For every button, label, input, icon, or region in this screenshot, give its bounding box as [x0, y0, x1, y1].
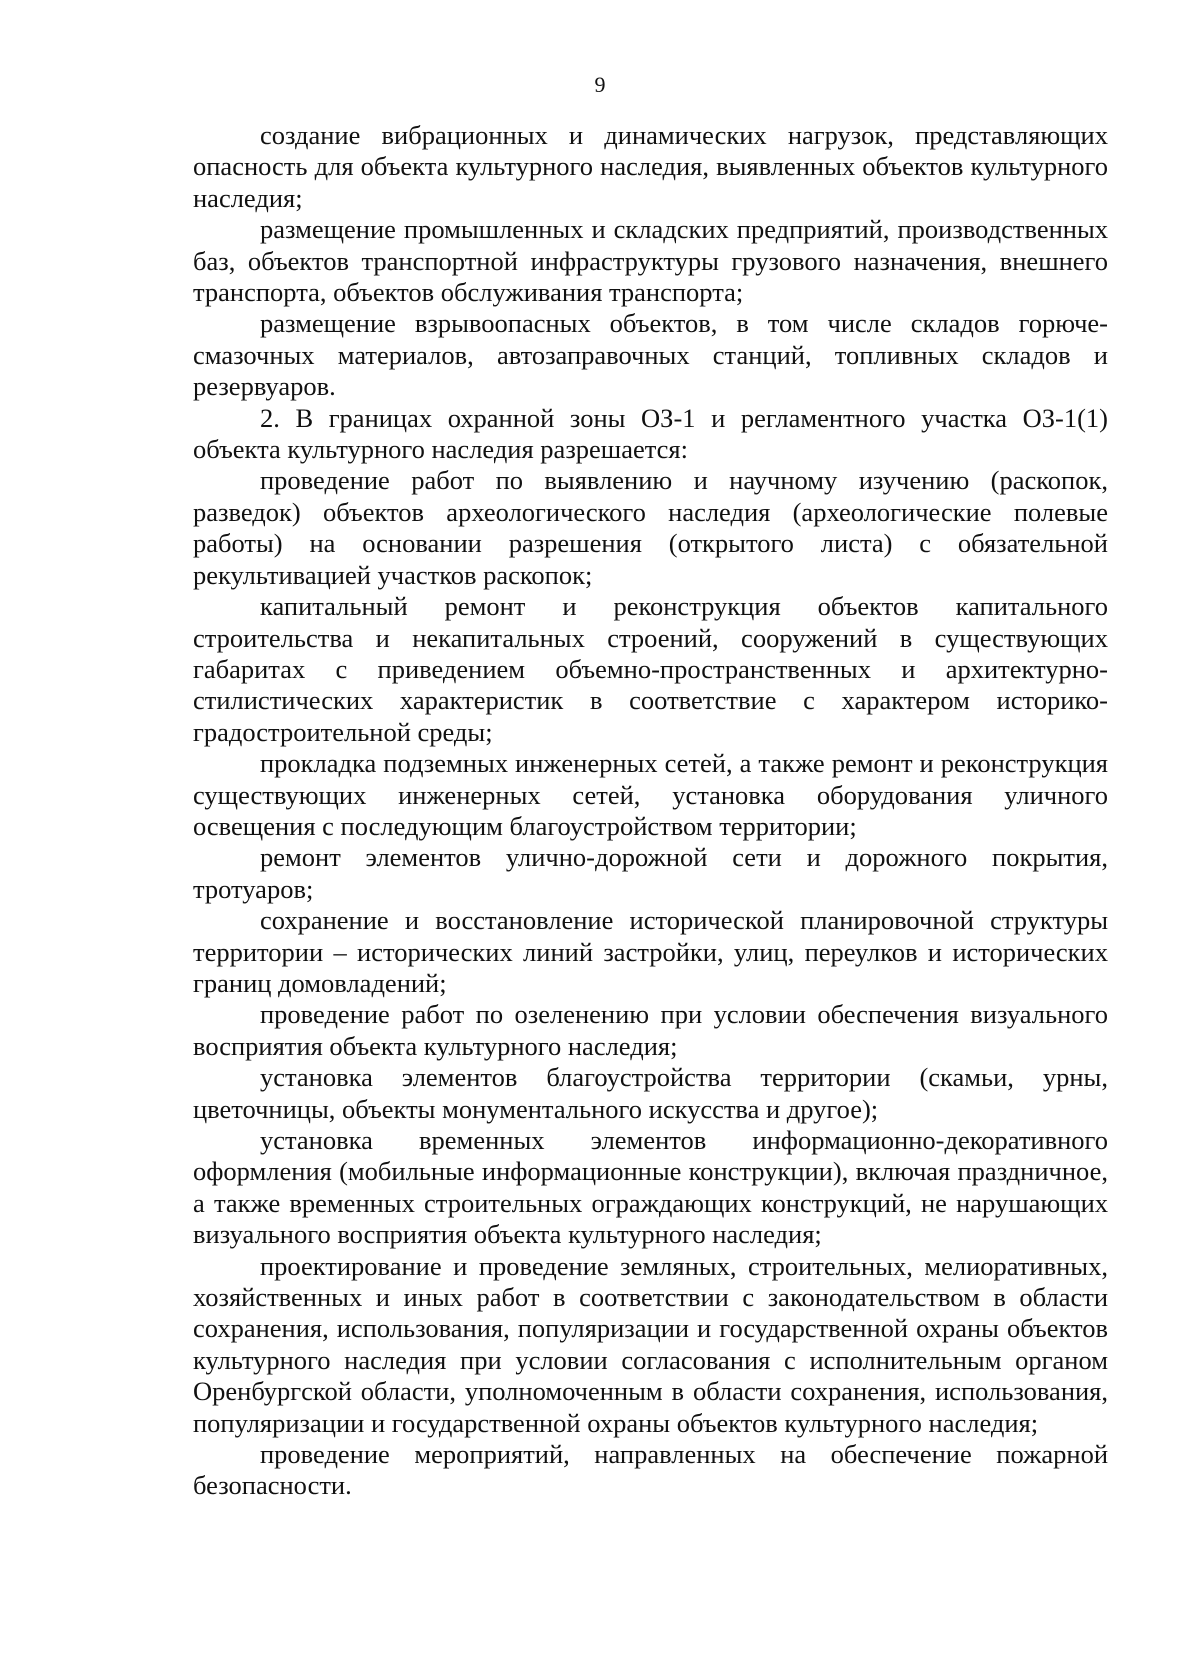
- paragraph-landscaping: проведение работ по озеленению при условии обеспечения визуального восприятия объекта культурного наследия;: [193, 999, 1108, 1061]
- paragraph-archaeological-works: проведение работ по выявлению и научному изучению (раскопок, разведок) объектов археологического наследия (археологические полевые работы) на основании разрешения (открытого листа) с обязательной рекультивацией участков раскопок;: [193, 465, 1108, 590]
- paragraph-capital-repair: капитальный ремонт и реконструкция объектов капитального строительства и некапитальных строений, сооружений в существующих габаритах с приведением объемно-пространственных и архитектурно-стилистических характеристик в соответствие с характером историко-градостроительной среды;: [193, 591, 1108, 747]
- paragraph-prohibited-vibration-loads: создание вибрационных и динамических нагрузок, представляющих опасность для объекта культурного наследия, выявленных объектов культурного наследия;: [193, 120, 1108, 213]
- paragraph-prohibited-explosive-objects: размещение взрывоопасных объектов, в том числе складов горюче-смазочных материалов, автозаправочных станций, топливных складов и резервуаров.: [193, 308, 1108, 402]
- paragraph-amenities: установка элементов благоустройства территории (скамьи, урны, цветочницы, объекты монументального искусства и другое);: [193, 1062, 1108, 1124]
- paragraph-road-repair: ремонт элементов улично-дорожной сети и дорожного покрытия, тротуаров;: [193, 842, 1108, 904]
- paragraph-underground-networks: прокладка подземных инженерных сетей, а также ремонт и реконструкция существующих инженерных сетей, установка оборудования уличного освещения с последующим благоустройством территории;: [193, 748, 1108, 841]
- paragraph-temporary-decor: установка временных элементов информационно-декоративного оформления (мобильные информационные конструкции), включая праздничное, а также временных строительных ограждающих конструкций, не нарушающих визуального восприятия объекта культурного наследия;: [193, 1125, 1108, 1250]
- paragraph-prohibited-industrial-placement: размещение промышленных и складских предприятий, производственных баз, объектов транспортной инфраструктуры грузового назначения, внешнего транспорта, объектов обслуживания транспорта;: [193, 214, 1108, 308]
- paragraph-section-2-heading: 2. В границах охранной зоны ОЗ-1 и регламентного участка ОЗ-1(1) объекта культурного наследия разрешается:: [193, 402, 1108, 465]
- paragraph-design-and-works: проектирование и проведение земляных, строительных, мелиоративных, хозяйственных и иных работ в соответствии с законодательством в области сохранения, использования, популяризации и государственной охраны объектов культурного наследия при условии согласования с исполнительным органом Оренбургской области, уполномоченным в области сохранения, использования, популяризации и государственной охраны объектов культурного наследия;: [193, 1250, 1108, 1438]
- paragraph-historic-structure: сохранение и восстановление исторической планировочной структуры территории – исторических линий застройки, улиц, переулков и исторических границ домовладений;: [193, 905, 1108, 998]
- page-number: 9: [594, 72, 606, 97]
- paragraph-fire-safety: проведение мероприятий, направленных на обеспечение пожарной безопасности.: [193, 1439, 1108, 1501]
- document-body: [193, 120, 1108, 1502]
